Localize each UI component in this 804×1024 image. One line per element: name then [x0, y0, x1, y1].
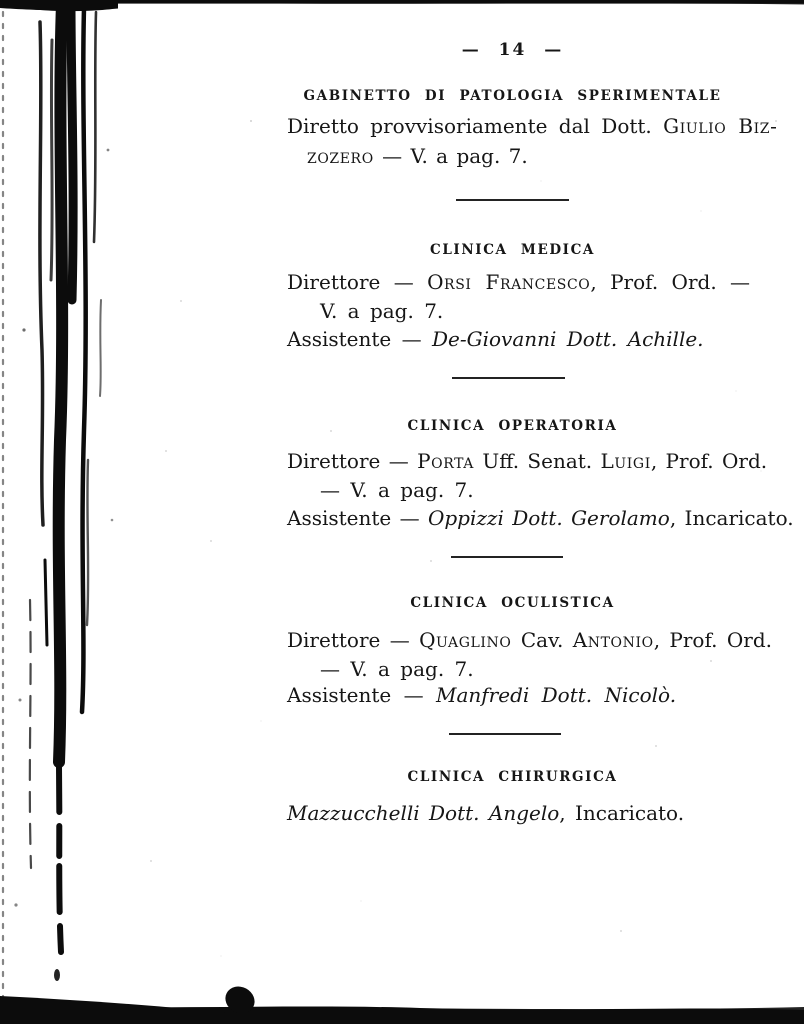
text-run: Assistente —	[287, 327, 432, 351]
person-name-smallcaps: Luigi	[600, 449, 651, 473]
body-line	[287, 802, 765, 825]
text-run: Assistente —	[287, 506, 428, 530]
body-line	[287, 449, 768, 473]
body-line	[287, 271, 765, 294]
person-name-smallcaps: Antonio	[572, 628, 654, 652]
body-line	[287, 506, 794, 530]
body-line	[287, 300, 798, 323]
text-run: Direttore —	[287, 628, 420, 652]
person-name-smallcaps: Giulio Biz-	[663, 114, 778, 138]
person-name-italic: Oppizzi Dott. Gerolamo	[427, 506, 670, 530]
text-run: , Prof. Ord.	[653, 628, 772, 652]
text-run: Diretto provvisoriamente dal Dott.	[287, 114, 664, 138]
separator-rule	[456, 199, 569, 201]
text-run: — V. a pag. 7.	[320, 478, 474, 502]
person-name-smallcaps: Quaglino	[419, 628, 512, 652]
scan-edge-top	[0, 0, 804, 14]
separator-rule	[452, 377, 565, 379]
person-name-smallcaps: zozero	[307, 144, 374, 168]
section-heading-clinica-oculistica: CLINICA OCULISTICA	[410, 595, 615, 611]
body-line	[287, 328, 765, 351]
section-heading-clinica-medica: CLINICA MEDICA	[430, 242, 595, 258]
text-run: , Prof. Ord.	[650, 449, 768, 473]
section-heading-clinica-chirurgica: CLINICA CHIRURGICA	[407, 769, 618, 785]
person-name-italic: Mazzucchelli Dott. Angelo	[287, 801, 560, 825]
body-line	[287, 628, 772, 652]
body-line	[287, 658, 798, 681]
separator-rule	[449, 733, 561, 735]
body-line	[287, 114, 778, 138]
body-line	[287, 145, 785, 168]
text-run: Uff. Senat.	[473, 449, 601, 473]
section-heading-gabinetto-patologia: GABINETTO DI PATOLOGIA SPERIMENTALE	[303, 88, 722, 104]
text-run: , Incaricato.	[669, 506, 794, 530]
scan-edge-bottom	[0, 980, 804, 1024]
body-line	[287, 479, 798, 502]
person-name-smallcaps: Orsi Francesco	[427, 270, 591, 294]
text-run: Direttore —	[287, 449, 418, 473]
text-run: Direttore —	[287, 270, 428, 294]
text-run: Assistente —	[287, 683, 436, 707]
body-line	[287, 684, 765, 707]
text-run: V. a pag. 7.	[320, 299, 444, 323]
text-run: Cav.	[511, 628, 573, 652]
separator-rule	[451, 556, 563, 558]
section-heading-clinica-operatoria: CLINICA OPERATORIA	[407, 418, 618, 434]
page-number: — 14 —	[461, 40, 564, 60]
text-run: , Incaricato.	[559, 801, 685, 825]
person-name-italic: De-Giovanni Dott. Achille.	[431, 327, 704, 351]
text-run: — V. a pag. 7.	[320, 657, 474, 681]
person-name-smallcaps: Porta	[417, 449, 474, 473]
binding-gutter-artifact	[0, 0, 130, 1024]
text-run: , Prof. Ord. —	[590, 270, 751, 294]
text-run: — V. a pag. 7.	[373, 144, 528, 168]
person-name-italic: Manfredi Dott. Nicolò.	[435, 683, 677, 707]
